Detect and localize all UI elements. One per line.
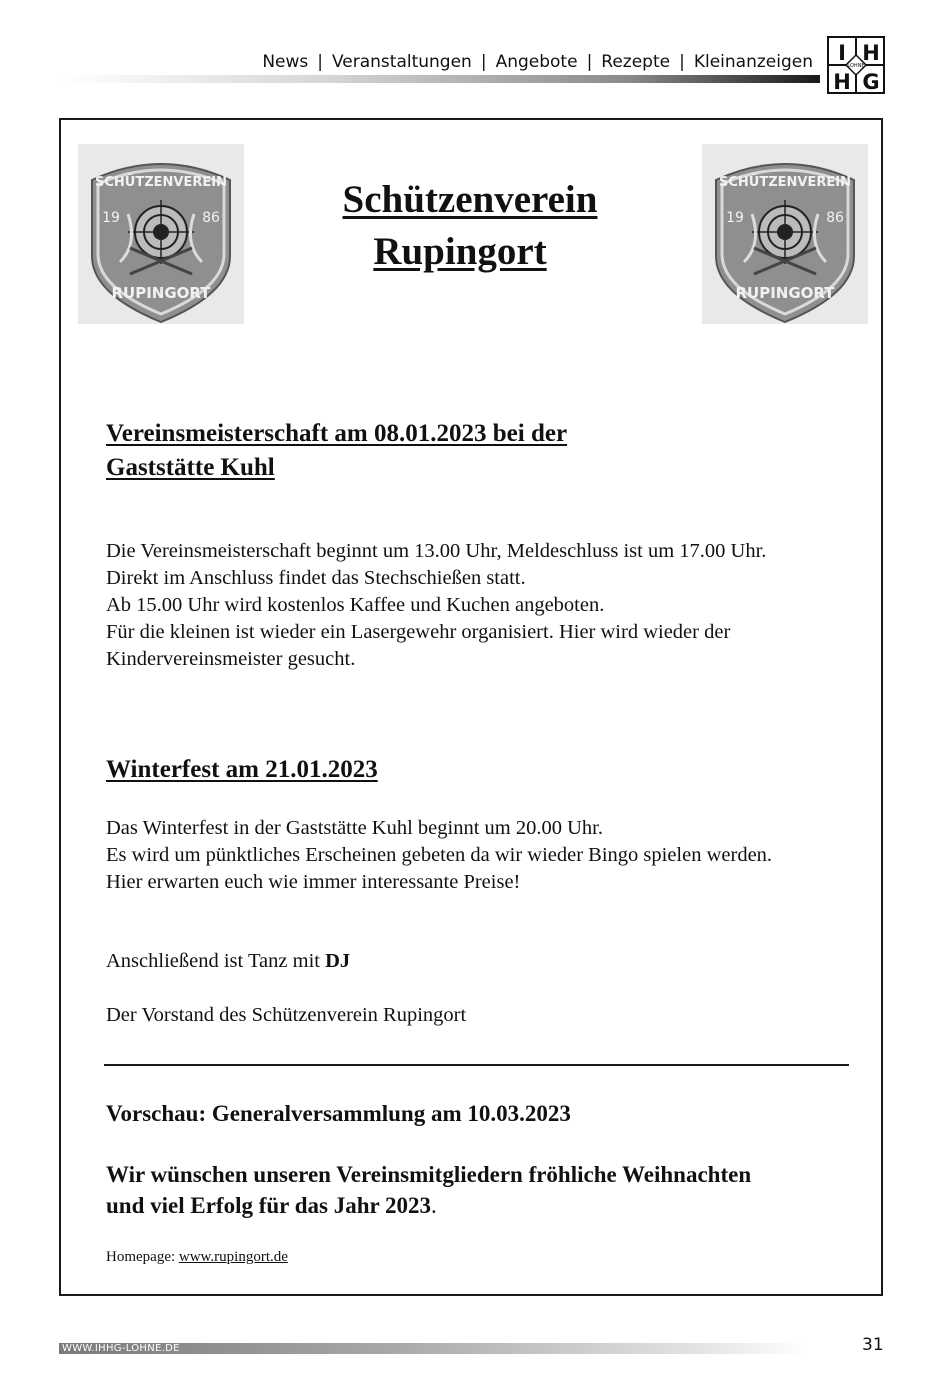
nav-veranstaltungen[interactable]: Veranstaltungen: [331, 52, 472, 72]
crest-name-top: SCHÜTZENVEREIN: [719, 175, 851, 190]
dance-dj: DJ: [325, 950, 351, 972]
body-line: Das Winterfest in der Gaststätte Kuhl beginnt um 20.00 Uhr.: [106, 817, 603, 839]
wishes: [106, 1159, 751, 1221]
nav-rezepte[interactable]: Rezepte: [601, 52, 671, 72]
title-line-2: Rupingort: [373, 230, 547, 273]
section1-heading-line-1: Vereinsmeisterschaft am 08.01.2023 bei der: [106, 420, 568, 447]
body-line: Für die kleinen ist wieder ein Lasergewehr organisiert. Hier wird wieder der: [106, 621, 731, 643]
crest-name-bottom: RUPINGORT: [111, 284, 211, 302]
body-line: Kindervereinsmeister gesucht.: [106, 648, 356, 670]
logo-center-text: LOHNE: [847, 63, 865, 69]
logo-letter: H: [862, 41, 880, 65]
crest-year-right: 86: [826, 210, 844, 226]
signature: Der Vorstand des Schützenverein Rupingort: [106, 1004, 467, 1026]
page-number: 31: [862, 1335, 884, 1355]
nav-separator: |: [586, 52, 593, 72]
dance-note: [106, 948, 846, 975]
section1-heading-line-2: Gaststätte Kuhl: [106, 454, 275, 481]
section2-heading: Winterfest am 21.01.2023: [106, 756, 378, 783]
footer-site: WWW.IHHG-LOHNE.DE: [62, 1343, 180, 1354]
homepage: [106, 1249, 288, 1266]
crest-name-top: SCHÜTZENVEREIN: [95, 175, 227, 190]
nav-separator: |: [679, 52, 685, 72]
club-crest-right: [702, 144, 868, 324]
nav-kleinanzeigen[interactable]: Kleinanzeigen: [693, 52, 813, 72]
club-crest-left: [78, 144, 244, 324]
crest-year-left: 19: [102, 210, 120, 226]
divider: [104, 1064, 849, 1066]
preview-notice: Vorschau: Generalversammlung am 10.03.2023: [106, 1101, 571, 1126]
body-line: Hier erwarten euch wie immer interessante Preise!: [106, 871, 521, 893]
nav-angebote[interactable]: Angebote: [495, 52, 578, 72]
page-title: [300, 174, 640, 278]
wishes-period: .: [431, 1193, 437, 1218]
ihhg-logo: [826, 35, 886, 95]
body-line: Ab 15.00 Uhr wird kostenlos Kaffee und Kuchen angeboten.: [106, 594, 605, 616]
nav-news[interactable]: News: [262, 52, 309, 72]
logo-letter: G: [862, 70, 880, 94]
homepage-link[interactable]: www.rupingort.de: [178, 1249, 288, 1265]
nav-separator: |: [317, 52, 323, 72]
title-line-1: Schützenverein: [342, 178, 598, 221]
dance-text: Anschließend ist Tanz mit: [106, 950, 326, 972]
header-gradient-bar: [60, 75, 820, 83]
wishes-line-1: Wir wünschen unseren Vereinsmitgliedern fröhliche Weihnachten: [106, 1162, 752, 1187]
section1-heading: [106, 417, 567, 485]
body-line: Es wird um pünktliches Erscheinen gebeten da wir wieder Bingo spielen werden.: [106, 844, 773, 866]
crest-year-right: 86: [202, 210, 220, 226]
homepage-label: Homepage:: [106, 1249, 179, 1265]
top-navigation: [262, 52, 813, 72]
logo-letter: H: [833, 70, 851, 94]
body-line: Die Vereinsmeisterschaft beginnt um 13.00 Uhr, Meldeschluss ist um 17.00 Uhr.: [106, 540, 767, 562]
nav-separator: |: [480, 52, 487, 72]
crest-name-bottom: RUPINGORT: [735, 284, 835, 302]
logo-letter: I: [838, 41, 846, 65]
wishes-line-2: und viel Erfolg für das Jahr 2023: [106, 1193, 432, 1218]
crest-year-left: 19: [726, 210, 744, 226]
body-line: Direkt im Anschluss findet das Stechschießen statt.: [106, 567, 526, 589]
section2-body: [106, 815, 846, 896]
section1-body: [106, 538, 846, 673]
